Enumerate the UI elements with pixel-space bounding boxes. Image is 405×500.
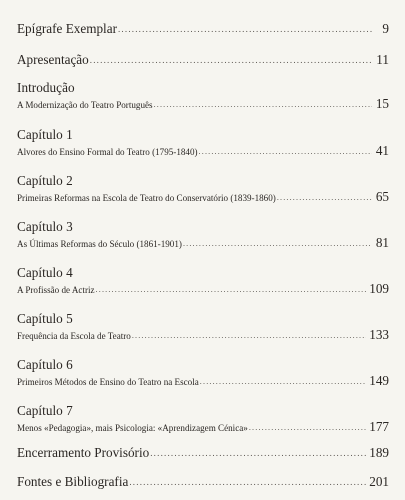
toc-title: Apresentação [17,52,89,67]
toc-line [17,421,389,435]
toc-page-number: 177 [369,419,389,434]
toc-entry-capitulo-5[interactable] [17,311,389,343]
toc-title: Frequência da Escola de Teatro [17,331,131,341]
toc-page-number: 133 [369,327,389,342]
toc-page-number: 15 [375,96,389,111]
toc-entry-capitulo-1[interactable] [17,127,389,159]
toc-entry-capitulo-7[interactable] [17,403,389,435]
toc-page-number: 201 [369,474,389,489]
toc-title: A Profissão de Actriz [17,285,95,295]
toc-title: Primeiros Métodos de Ensino do Teatro na Escola [17,377,199,387]
toc-page-number: 9 [382,21,389,36]
toc-line [17,375,389,389]
toc-line [17,98,389,112]
toc-title: As Últimas Reformas do Século (1861-1901) [17,239,182,249]
dot-leader [154,99,372,111]
toc-page-number: 41 [375,143,389,158]
dot-leader [96,284,367,296]
toc-title: Menos «Pedagogia», mais Psicologia: «Aprendizagem Cénica» [17,423,248,433]
dot-leader [150,448,366,458]
toc-title: Fontes e Bibliografia [17,474,129,489]
toc-title: Alvores do Ensino Formal do Teatro (1795-1840) [17,147,198,157]
toc-title: A Modernização do Teatro Português [17,100,153,110]
toc-entry-capitulo-3[interactable] [17,219,389,251]
toc-title: Primeiras Reformas na Escola de Teatro do Conservatório (1839-1860) [17,193,276,203]
dot-leader [118,24,372,34]
toc-entry-capitulo-4[interactable] [17,265,389,297]
table-of-contents [17,0,389,500]
dot-leader [277,192,372,204]
toc-line [17,474,389,490]
toc-line [17,445,389,461]
toc-page-number: 11 [376,52,389,67]
toc-heading: Capítulo 3 [17,219,73,234]
toc-title: Encerramento Provisório [17,445,150,460]
toc-line [17,237,389,251]
toc-line [17,329,389,343]
dot-leader [90,55,372,65]
toc-entry-epigrafe[interactable] [17,21,389,37]
toc-page-number: 189 [369,445,389,460]
toc-entry-introducao[interactable] [17,80,389,112]
toc-entry-encerramento[interactable] [17,445,389,461]
toc-heading: Capítulo 7 [17,403,73,418]
toc-entry-fontes-bibliografia[interactable] [17,474,389,490]
toc-line [17,52,389,68]
dot-leader [200,376,366,388]
toc-line [17,283,389,297]
dot-leader [249,422,366,434]
dot-leader [132,330,366,342]
toc-entry-apresentacao[interactable] [17,52,389,68]
toc-line [17,191,389,205]
toc-page-number: 81 [375,235,389,250]
toc-entry-capitulo-2[interactable] [17,173,389,205]
toc-heading: Capítulo 1 [17,127,73,142]
toc-heading: Capítulo 5 [17,311,73,326]
toc-line [17,21,389,37]
toc-page-number: 149 [369,373,389,388]
toc-heading: Introdução [17,80,75,95]
toc-heading: Capítulo 6 [17,357,73,372]
toc-heading: Capítulo 2 [17,173,73,188]
toc-heading: Capítulo 4 [17,265,73,280]
toc-page-number: 65 [375,189,389,204]
toc-line [17,145,389,159]
toc-title: Epígrafe Exemplar [17,21,117,36]
dot-leader [199,146,372,158]
toc-page-number: 109 [369,281,389,296]
dot-leader [183,238,372,250]
dot-leader [129,477,366,487]
toc-entry-capitulo-6[interactable] [17,357,389,389]
